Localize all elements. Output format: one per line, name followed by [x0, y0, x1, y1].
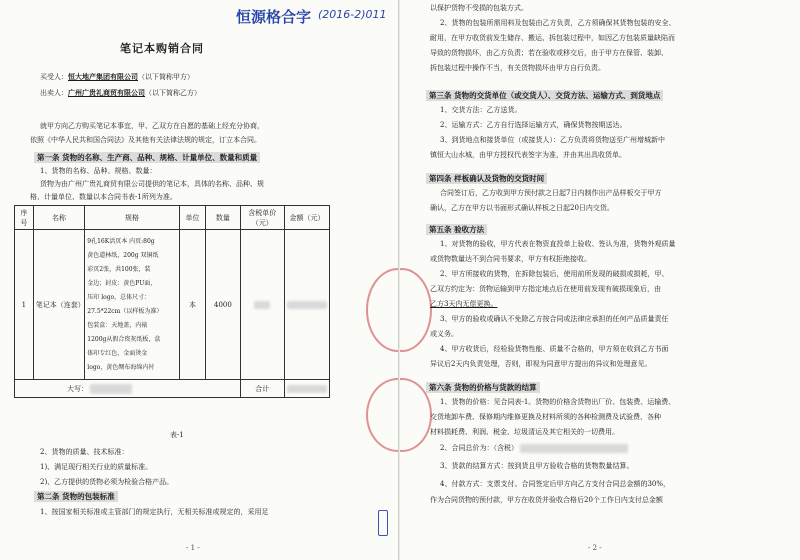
- table-total-row: [15, 380, 330, 398]
- spec-line: 金边；封皮：黄色PU面，: [87, 279, 157, 287]
- section-2-heading: 第二条 货物的包装标准: [34, 491, 118, 502]
- cell-unit: 本: [179, 230, 205, 380]
- cell-price: [254, 301, 270, 309]
- section-3-line-2: 2、运输方式：乙方自行选择运输方式，确保货物按期送达。: [440, 121, 627, 129]
- section-6-heading: 第六条 货物的价格与货款的结算: [426, 382, 540, 393]
- section-6-line-7: 作为合同货物的预付款，甲方在收货并验收合格后20个工作日内支付总金额: [430, 496, 663, 504]
- page-number-1: - 1 -: [186, 544, 200, 552]
- section-5-line-8: 4、甲方收货后，经检验货物性能、质量不合格的，甲方须在收到乙方书面: [440, 345, 669, 353]
- section-1-line-3: 格、计量单位、数量以本合同书表-1所列为准。: [30, 193, 177, 201]
- section-4-line-2: 确认，乙方在甲方以书面形式确认样板之日起20日内交货。: [430, 204, 614, 212]
- section-6-line-6: 4、付款方式：支票支付。合同签定后甲方向乙方支付合同总金额的30%，: [440, 480, 671, 488]
- spec-line: logo，黄色绸布海绵内衬: [87, 363, 155, 371]
- table-caption: 表-1: [170, 431, 184, 439]
- blue-tab-mark: [378, 510, 388, 536]
- page-number-2: - 2 -: [588, 544, 602, 552]
- col-header-no: 序号: [15, 206, 34, 230]
- section-6-line-1: 1、货物的价格：见合同表-1。货物的价格含货物出厂价、包装费、运输费、: [440, 398, 676, 406]
- seller-line: 出卖人：广州广贵礼商贸有限公司（以下简称乙方）: [40, 88, 201, 97]
- section-3-heading: 第三条 货物的交货单位（或交货人）、交货方法、运输方式、到货地点: [426, 90, 663, 101]
- table-row: [15, 230, 330, 380]
- section-2-line: 1、按国家相关标准或主管部门的规定执行，无相关标准或规定的，采用足: [40, 508, 269, 516]
- section-5-line-6: 3、甲方的验收或确认不免除乙方按合同或法律应承担的任何产品质量责任: [440, 315, 669, 323]
- section-5-line-7: 或义务。: [430, 330, 458, 338]
- spec-line: 彩页2张，共100张，装: [87, 265, 151, 273]
- spec-line: 包装盒：天地盖，内裱: [87, 321, 148, 329]
- col-header-amount: 金额（元）: [284, 206, 329, 230]
- packing-cont-line-1: 以保护货物不受损的包装方式。: [430, 4, 528, 12]
- col-header-unit: 单位: [179, 206, 205, 230]
- col-header-spec: 规格: [85, 206, 180, 230]
- cell-total-label: 合计: [240, 380, 284, 398]
- section-4-heading: 第四条 样板确认及货物的交货时间: [426, 173, 547, 184]
- section-5-line-4: 乙双方约定为：货物运输到甲方指定地点后在使用前发现有破损现象后，由: [430, 285, 661, 293]
- section-5-heading: 第五条 验收方法: [426, 224, 487, 235]
- spec-line: 1200g从假合资灰纸板，盒: [87, 335, 161, 343]
- capital-value: [90, 384, 132, 394]
- col-header-name: 名称: [33, 206, 85, 230]
- buyer-line: 买受人：恒大地产集团有限公司（以下简称甲方）: [40, 72, 194, 81]
- section-3-line-3: 3、到货地点和接货单位（或接货人）：乙方负责将货物送至广州增城新中: [440, 136, 665, 144]
- handwritten-number: (2016-2)011: [318, 8, 387, 21]
- contract-page-1: [0, 0, 399, 560]
- capital-label: 大写：: [67, 384, 88, 393]
- quality-line-2: 2)、乙方提供的货物必须为检验合格产品。: [40, 478, 174, 486]
- spec-line: 9孔16K活页本 内页:80g: [87, 237, 155, 245]
- packing-cont-line-5: 拆包装过程中操作不当，有关货物损坏由甲方自行负责。: [430, 64, 605, 72]
- red-seal-right-1: [400, 268, 432, 352]
- section-5-line-3: 2、甲方所接收的货物，在拆除包装后，使用前所发现的破损或损耗，甲、: [440, 270, 669, 278]
- contract-number-stamp: 恒源格合字: [236, 8, 312, 26]
- section-5-line-9: 异议后2天内负责处理，否则，即视为同意甲方提出的异议和处理意见。: [430, 360, 652, 368]
- section-3-line-4: 镇恒大山水城，由甲方授权代表签字为准，并由其出具收货单。: [430, 151, 626, 159]
- cell-no: 1: [15, 230, 34, 380]
- section-1-line-1: 1、货物的名称、品种、规格、数量：: [40, 167, 157, 175]
- table-header-row: [15, 206, 330, 230]
- cell-name: 笔记本（连套）: [33, 230, 85, 380]
- cell-amount: [287, 301, 327, 309]
- cell-qty: 4000: [206, 230, 240, 380]
- quality-heading: 2、货物的质量、技术标准：: [40, 448, 129, 456]
- packing-cont-line-4: 导致的货物损坏，由乙方负责；若在验收或移交后，由于甲方在保管、装卸、: [430, 49, 668, 57]
- quality-line-1: 1)、满足现行相关行业的质量标准。: [40, 463, 153, 471]
- section-1-heading: 第一条 货物的名称、生产商、品种、规格、计量单位、数量和质量: [34, 152, 260, 163]
- section-6-line-2: 交货地卸车费、保修期内维修更换及材料所须的各种检测费及试验费、各种: [430, 413, 661, 421]
- section-1-line-2: 货物为由广州广贵礼商贸有限公司提供的笔记本，具体的名称、品种、规: [40, 180, 264, 188]
- intro-line-1: 就甲方向乙方购买笔记本事宜，甲、乙双方在自愿的基础上经充分协商，: [40, 122, 264, 130]
- red-seal-left-1: [366, 268, 399, 352]
- section-6-line-4: 2、合同总价为：（含税）: [440, 444, 628, 453]
- col-header-price: 含税单价（元）: [240, 206, 284, 230]
- goods-table: [14, 205, 330, 398]
- section-5-line-2: 或货物数量达不到合同书要求，甲方有权拒绝接收。: [430, 255, 591, 263]
- section-3-line-1: 1、交货方法：乙方送货。: [440, 106, 522, 114]
- cell-total: [287, 385, 327, 393]
- section-5-line-5: 乙方3天内无偿更换。: [430, 300, 498, 308]
- section-6-line-3: 材料损耗费、利润、税金、垃圾清运及其它相关的一切费用。: [430, 428, 619, 436]
- red-seal-left-2: [366, 378, 399, 452]
- section-6-line-5: 3、货款的结算方式：按到货且甲方验收合格的货物数量结算。: [440, 462, 634, 470]
- cell-capital: [15, 380, 241, 398]
- total-price-value: [520, 444, 628, 453]
- section-4-line-1: 合同签订后，乙方收到甲方预付款之日起7日内制作出产品样板交于甲方: [440, 189, 662, 197]
- intro-line-2: 依照《中华人民共和国合同法》及其他有关法律法规的规定，订立本合同。: [30, 136, 261, 144]
- cell-spec: [85, 230, 180, 380]
- col-header-qty: 数量: [206, 206, 240, 230]
- contract-page-2: [400, 0, 800, 560]
- packing-cont-line-3: 耐用，在甲方收货前发生储存、搬运、拆包装过程中，如因乙方包装质量缺陷而: [430, 34, 675, 42]
- packing-cont-line-2: 2、货物的包装所需用料及包装由乙方负责，乙方须确保其货物包装的安全、: [440, 19, 676, 27]
- spec-line: 压印 logo，总体尺寸：: [87, 293, 151, 301]
- document-title: 笔记本购销合同: [120, 42, 204, 55]
- spec-line: 黄色道林纸，200g 双铜纸: [87, 251, 159, 259]
- section-5-line-1: 1、对货物的验收，甲方代表在物资直投单上验收、签认为准，货物外观质量: [440, 240, 676, 248]
- spec-line: 体印专红色，金面烫金: [87, 349, 148, 357]
- spec-line: 27.5*22cm（以样板为准）: [87, 307, 163, 315]
